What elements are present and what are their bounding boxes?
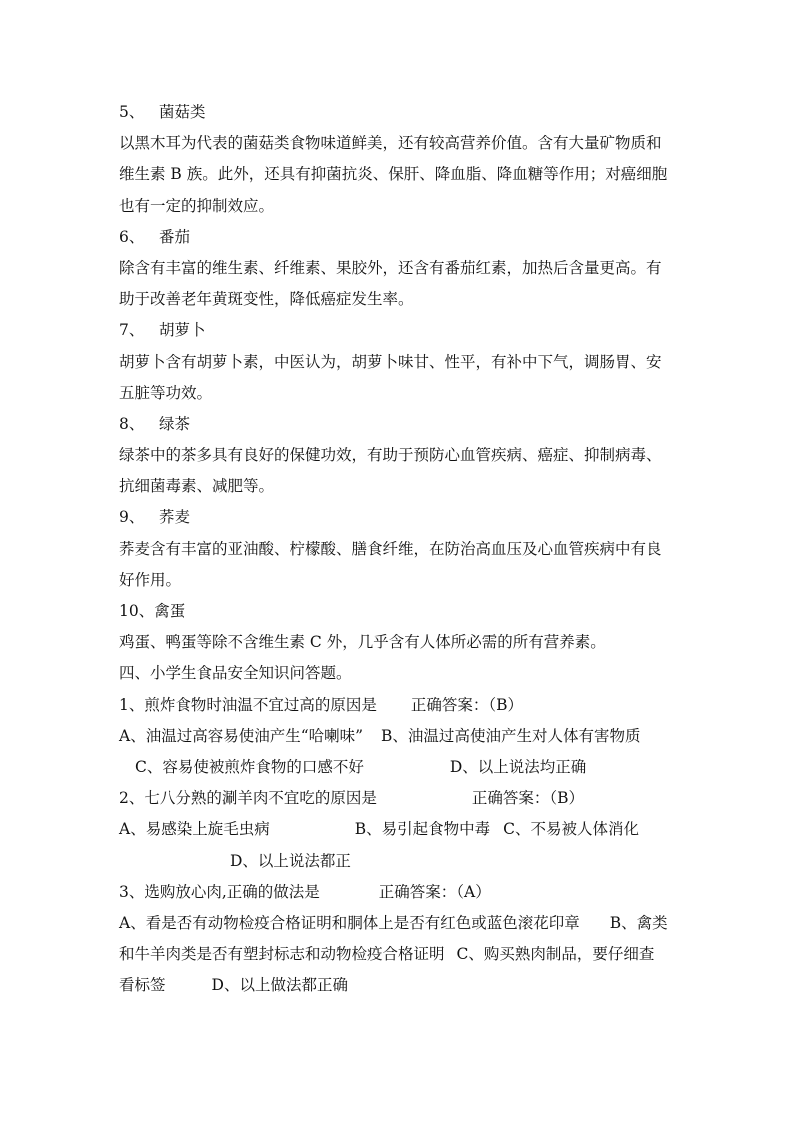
item-title: 胡萝卜 (159, 321, 206, 340)
paragraph-line: 助于改善老年黄斑变性，降低癌症发生率。 (119, 290, 414, 309)
question-3-options-line-3 (119, 970, 679, 1001)
paragraph-line: 好作用。 (119, 570, 182, 589)
option-a: A、看是否有动物检疫合格证明和胴体上是否有红色或蓝色滚花印章 (119, 913, 580, 932)
paragraph-line: 鸡蛋、鸭蛋等除不含维生素 C 外，几乎含有人体所必需的所有营养素。 (119, 633, 606, 652)
question-1-options-line-1 (119, 721, 679, 752)
item-title: 荞麦 (159, 508, 191, 527)
question-3 (119, 877, 679, 908)
question-2-options-line-1 (119, 814, 679, 845)
item-title: 番茄 (159, 227, 191, 246)
paragraph-line: 以黑木耳为代表的菌菇类食物味道鲜美，还有较高营养价值。含有大量矿物质和 (119, 134, 662, 153)
question-3-options-line-2 (119, 939, 679, 970)
question-1-options-line-2 (119, 752, 679, 783)
paragraph-line: 荞麦含有丰富的亚油酸、柠檬酸、膳食纤维，在防治高血压及心血管疾病中有良 (119, 539, 662, 558)
item-number: 10、 (119, 602, 155, 620)
option-d: D、以上说法都正 (230, 851, 351, 870)
item-title: 菌菇类 (159, 103, 206, 121)
item-title: 禽蛋 (154, 602, 186, 620)
option-d: D、以上说法均正确 (449, 757, 587, 776)
item-heading-10 (119, 596, 679, 627)
item-number: 6、 (119, 227, 145, 246)
item-title: 绿茶 (159, 414, 191, 433)
question-text: 3、选购放心肉,正确的做法是 (119, 882, 320, 901)
option-a: A、易感染上旋毛虫病 (119, 820, 270, 839)
option-c: C、不易被人体消化 (503, 820, 639, 839)
paragraph-line: 胡萝卜含有胡萝卜素，中医认为，胡萝卜味甘、性平，有补中下气，调肠胃、安 (119, 352, 662, 371)
option-b: B、禽类 (609, 913, 668, 932)
option-b: B、易引起食物中毒 (354, 820, 491, 839)
paragraph-line: 除含有丰富的维生素、纤维素、果胶外，还含有番茄红素，加热后含量更高。有 (119, 258, 662, 277)
answer-text: 正确答案：（B） (471, 789, 585, 808)
item-heading-8 (119, 409, 679, 440)
item-number: 9、 (119, 508, 145, 527)
answer-text: 正确答案：（A） (378, 882, 491, 901)
paragraph-line: 抗细菌毒素、减肥等。 (119, 477, 275, 496)
question-3-options-line-1 (119, 908, 679, 939)
item-heading-9 (119, 502, 679, 533)
paragraph-line: 维生素 B 族。此外，还具有抑菌抗炎、保肝、降血脂、降血糖等作用；对癌细胞 (119, 165, 668, 184)
option-c: C、容易使被煎炸食物的口感不好 (135, 757, 364, 776)
item-number: 8、 (119, 414, 145, 433)
option-c-continued: 看标签 (119, 976, 166, 995)
paragraph-line: 也有一定的抑制效应。 (119, 196, 275, 215)
item-number: 7、 (119, 321, 145, 340)
question-text: 1、煎炸食物时油温不宜过高的原因是 (119, 695, 377, 714)
option-b: B、油温过高使油产生对人体有害物质 (381, 726, 641, 745)
question-2-options-line-2 (119, 846, 679, 877)
question-2 (119, 783, 679, 814)
item-heading-7 (119, 315, 679, 346)
item-number: 5、 (119, 103, 145, 121)
paragraph-line: 五脏等功效。 (119, 383, 213, 402)
option-b-continued: 和牛羊肉类是否有塑封标志和动物检疫合格证明 (119, 945, 445, 964)
answer-text: 正确答案：（B） (410, 695, 524, 714)
question-text: 2、七八分熟的涮羊肉不宜吃的原因是 (119, 789, 377, 808)
item-heading-5 (119, 97, 679, 128)
section-heading: 四、小学生食品安全知识问答题。 (119, 664, 352, 683)
question-1 (119, 690, 679, 721)
paragraph-line: 绿茶中的茶多具有良好的保健功效，有助于预防心血管疾病、癌症、抑制病毒、 (119, 446, 662, 465)
document-body (119, 97, 679, 1001)
option-d: D、以上做法都正确 (211, 976, 348, 995)
item-heading-6 (119, 222, 679, 253)
option-a: A、油温过高容易使油产生“哈喇味” (119, 726, 364, 745)
option-c: C、购买熟肉制品，要仔细查 (456, 945, 655, 964)
